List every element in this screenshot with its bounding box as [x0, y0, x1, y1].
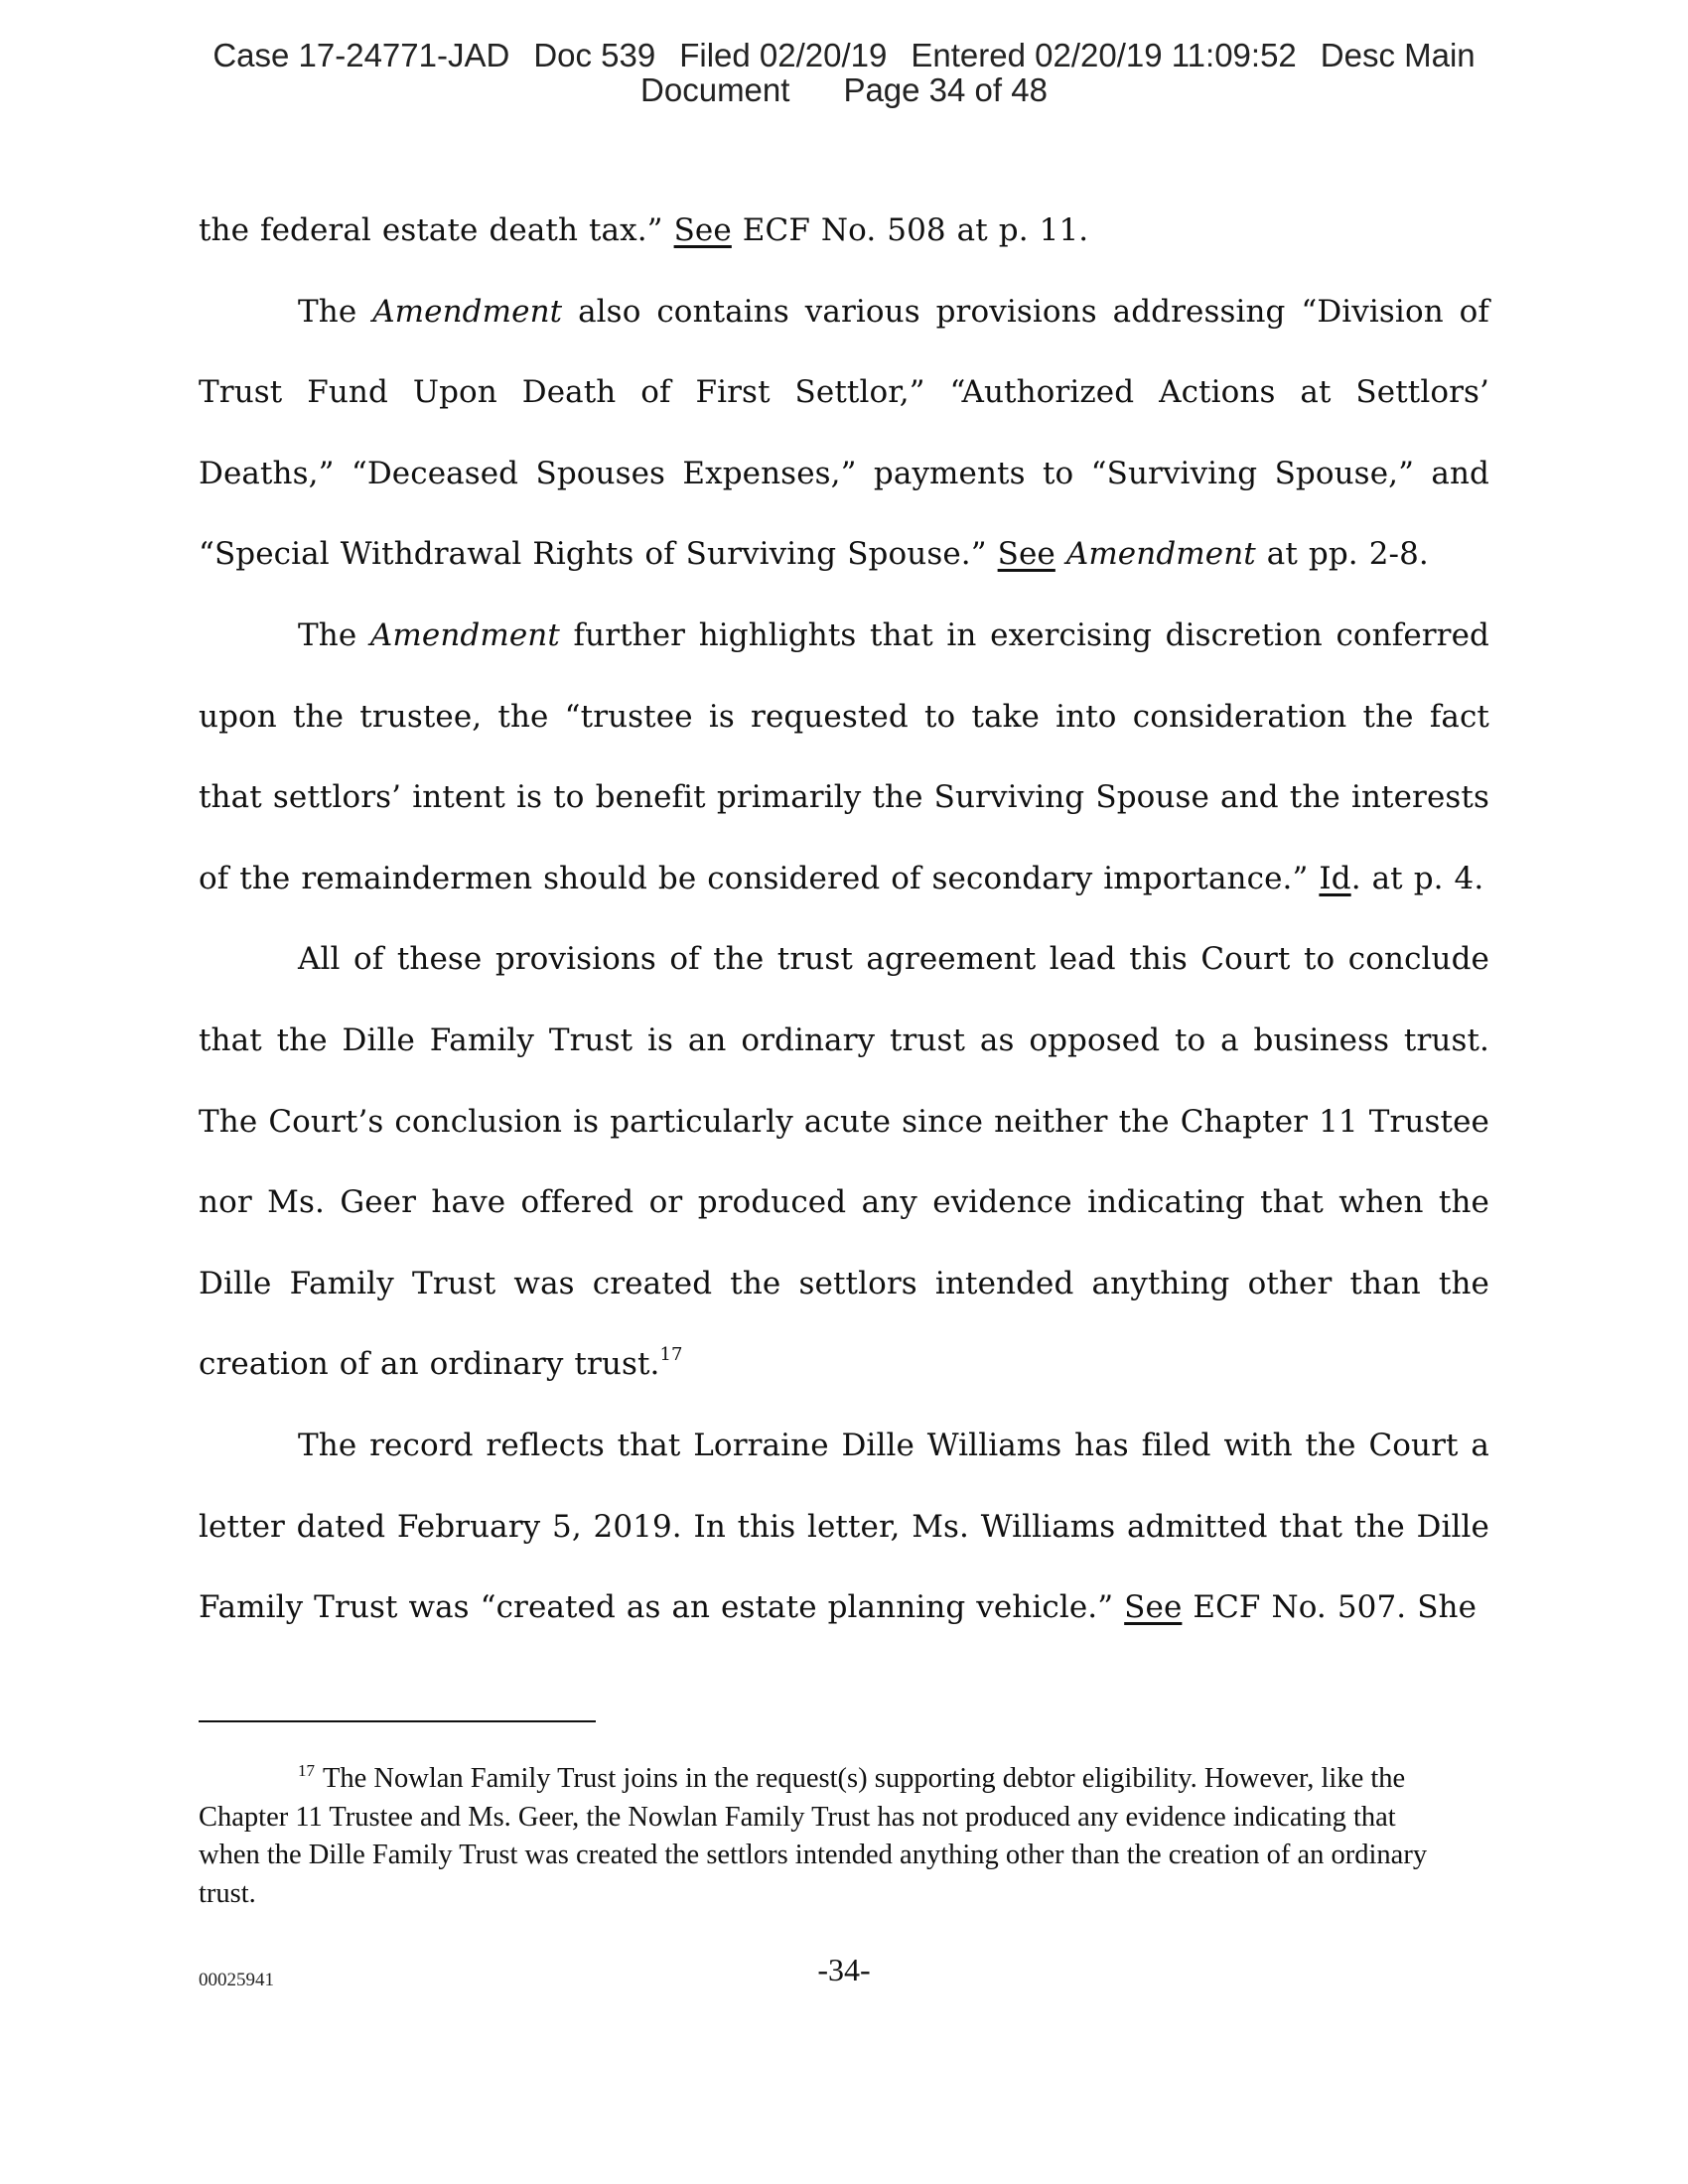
footnote-divider	[199, 1720, 596, 1722]
amendment-term: Amendment	[372, 293, 563, 330]
desc-main: Desc Main	[1320, 37, 1476, 73]
filing-header-line-2	[0, 72, 1688, 107]
footnote-17	[199, 1760, 1460, 1913]
paragraph-3: The Amendment further highlights that in exercising discretion conferred upon the trustee, the “trustee is requested to take into consideration the fact that settlors’ intent is to benefit primarily the Surviving Spouse and the interests of the remaindermen should be considered of secondary importance.” Id. at p. 4.	[199, 616, 1489, 896]
doc-number: Doc 539	[533, 37, 656, 73]
opinion-body	[199, 191, 1489, 1649]
filed-date: Filed 02/20/19	[679, 37, 888, 73]
amendment-term: Amendment	[1065, 536, 1256, 573]
paragraph-5: The record reflects that Lorraine Dille Williams has filed with the Court a letter dated February 5, 2019. In this letter, Ms. Williams admitted that the Dille Family Trust was “created as an estate planning vehicle.” See ECF No. 507. She	[199, 1427, 1489, 1626]
amendment-term: Amendment	[369, 616, 560, 653]
court-filing-header	[0, 38, 1688, 107]
citation-signal-id: Id	[1319, 860, 1351, 896]
document-label: Document	[640, 71, 790, 108]
page-number: -34-	[817, 1952, 871, 1987]
case-number: Case 17-24771-JAD	[212, 37, 510, 73]
document-code: 00025941	[199, 1970, 274, 1990]
paragraph-1: the federal estate death tax.” See ECF No. 508 at p. 11.	[199, 212, 1089, 248]
citation-signal-see: See	[1124, 1589, 1183, 1626]
citation-signal-see: See	[673, 212, 732, 248]
footnote-number: 17	[298, 1761, 315, 1780]
filing-header-line-1	[0, 38, 1688, 72]
citation-signal-see: See	[997, 536, 1055, 573]
footnote-reference[interactable]: 17	[659, 1344, 683, 1366]
footnote-text: The Nowlan Family Trust joins in the request(s) supporting debtor eligibility. However, like the Chapter 11 Trustee and Ms. Geer, the Nowlan Family Trust has not produced any evidence indicating that when the Dille Family Trust was created the settlors intended anything other than the creation of an ordinary trust.	[199, 1763, 1428, 1909]
paragraph-2: The Amendment also contains various provisions addressing “Division of Trust Fund Upon Death of First Settlor,” “Authorized Actions at Settlors’ Deaths,” “Deceased Spouses Expenses,” payments to “Surviving Spouse,” and “Special Withdrawal Rights of Surviving Spouse.” See Amendment at pp. 2-8.	[199, 293, 1489, 573]
page-indicator: Page 34 of 48	[843, 71, 1048, 108]
paragraph-4: All of these provisions of the trust agreement lead this Court to conclude that the Dille Family Trust is an ordinary trust as opposed to a business trust. The Court’s conclusion is particularly acute since neither the Chapter 11 Trustee nor Ms. Geer have offered or produced any evidence indicating that when the Dille Family Trust was created the settlors intended anything other than the creation of an ordinary trust.$^{17}$	[199, 941, 1489, 1383]
entered-date: Entered 02/20/19 11:09:52	[911, 37, 1297, 73]
